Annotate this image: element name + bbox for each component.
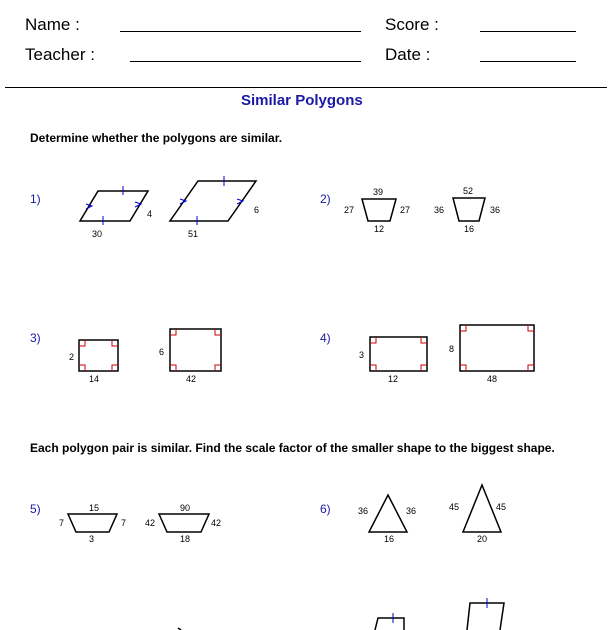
p5-large-trapezoid bbox=[159, 514, 209, 532]
p1-small-base-label: 30 bbox=[92, 229, 103, 239]
p1-large-side-label: 6 bbox=[254, 205, 260, 215]
p4-small-width-label: 12 bbox=[388, 374, 399, 384]
p6-large-left-label: 45 bbox=[449, 502, 460, 512]
p6-large-right-label: 45 bbox=[496, 502, 507, 512]
problem-2-number: 2) bbox=[320, 192, 331, 206]
p5-large-bottom-label: 18 bbox=[180, 534, 191, 544]
p2-small-trapezoid bbox=[362, 199, 396, 221]
p5-small-bottom-label: 3 bbox=[89, 534, 95, 544]
problem-3-number: 3) bbox=[30, 331, 41, 345]
p5-large-left-label: 42 bbox=[145, 518, 156, 528]
p2-large-top-label: 52 bbox=[463, 186, 474, 196]
p4-small-rectangle bbox=[370, 337, 427, 371]
page-title: Similar Polygons bbox=[241, 92, 363, 109]
p2-small-top-label: 39 bbox=[373, 187, 384, 197]
p6-small-base-label: 16 bbox=[384, 534, 395, 544]
p5-small-right-label: 7 bbox=[121, 518, 127, 528]
p2-large-left-label: 36 bbox=[434, 205, 445, 215]
problem-5-number: 5) bbox=[30, 502, 41, 516]
problem-6-number: 6) bbox=[320, 502, 331, 516]
teacher-label: Teacher : bbox=[25, 45, 95, 64]
p2-large-bottom-label: 16 bbox=[464, 224, 475, 234]
p5-small-trapezoid bbox=[68, 514, 117, 532]
p6-large-base-label: 20 bbox=[477, 534, 488, 544]
p5-large-top-label: 90 bbox=[180, 503, 191, 513]
p3-large-height-label: 6 bbox=[159, 347, 165, 357]
p3-large-width-label: 42 bbox=[186, 374, 197, 384]
p4-large-height-label: 8 bbox=[449, 344, 455, 354]
problem-4-number: 4) bbox=[320, 331, 331, 345]
p5-large-right-label: 42 bbox=[211, 518, 222, 528]
p3-small-width-label: 14 bbox=[89, 374, 100, 384]
p6-small-triangle bbox=[369, 495, 407, 532]
p2-large-right-label: 36 bbox=[490, 205, 501, 215]
p4-small-height-label: 3 bbox=[359, 350, 365, 360]
p2-small-right-label: 27 bbox=[400, 205, 411, 215]
p4-large-rectangle bbox=[460, 325, 534, 371]
p3-large-rectangle bbox=[170, 329, 221, 371]
score-label: Score : bbox=[385, 15, 439, 34]
p8-large-partial-shape bbox=[467, 603, 504, 630]
date-label: Date : bbox=[385, 45, 431, 64]
p1-small-side-label: 4 bbox=[147, 209, 153, 219]
name-label: Name : bbox=[25, 15, 80, 34]
p8-small-partial-shape bbox=[375, 618, 404, 630]
p2-large-trapezoid bbox=[453, 198, 485, 221]
p1-large-base-label: 51 bbox=[188, 229, 199, 239]
p2-small-left-label: 27 bbox=[344, 205, 355, 215]
p5-small-left-label: 7 bbox=[59, 518, 65, 528]
section2-instruction: Each polygon pair is similar. Find the scale factor of the smaller shape to the biggest shape. bbox=[30, 441, 555, 455]
p4-large-width-label: 48 bbox=[487, 374, 498, 384]
problem-1-number: 1) bbox=[30, 192, 41, 206]
section1-instruction: Determine whether the polygons are similar. bbox=[30, 131, 283, 145]
p6-small-left-label: 36 bbox=[358, 506, 369, 516]
p2-small-bottom-label: 12 bbox=[374, 224, 385, 234]
p6-small-right-label: 36 bbox=[406, 506, 417, 516]
p3-small-height-label: 2 bbox=[69, 352, 75, 362]
p5-small-top-label: 15 bbox=[89, 503, 100, 513]
